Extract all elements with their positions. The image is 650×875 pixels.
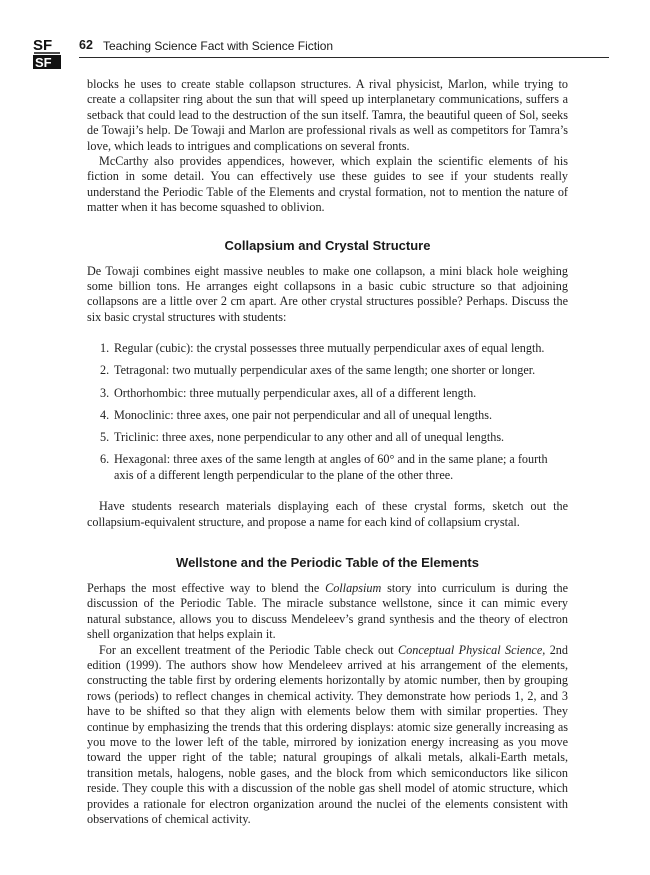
paragraph-wellstone-intro [87, 581, 568, 643]
list-text: Regular (cubic): the crystal possesses three mutually perpendicular axes of equal length. [114, 341, 545, 356]
crystal-structures-list [87, 341, 568, 483]
heading-collapsium-crystal-structure: Collapsium and Crystal Structure [224, 237, 431, 253]
paragraph-continued: blocks he uses to create stable collapson structures. A rival physicist, Marlon, while trying to create a collapsiter ring about the sun that will speed up interplanetary communications, suffers a setback that could lead to the destruction of the sun itself. Tamra, the beautiful queen of Sol, seeks de Towaji’s help. De Towaji and Marlon are professional rivals as well as competitors for Tamra’s love, which leads to intrigues and complications on several fronts. [87, 77, 568, 153]
text-run: 2nd edition (1999). The authors show how Mendeleev arrived at his arrangement of the elements, constructing the table first by ordering elements horizontally by atomic number, then by grouping rows (periods) to reflect changes in chemical activity. They demonstrate how periods 1, 2, and 3 have to be shifted so that they align with elements below them with similar properties. They continue by emphasizing the trends that this ordering displays: atomic size generally increasing as you move to the lower left of the table, mirrored by ionization energy increasing as you move toward the upper right of the table; natural groupings of alkali metals, alkali-Earth metals, transition metals, halogens, noble gases, and the block from which semiconductors like silicon reside. They couple this with a discussion of the noble gas shell model of atomic structure, which provides a rationale for electron organization around the nuclei of the elements consistent with observations of chemical activity. [87, 642, 568, 827]
paragraph-periodic-table-treatment [87, 643, 568, 828]
list-item [87, 363, 568, 378]
paragraph-appendices: McCarthy also provides appendices, however, which explain the scientific elements of his fiction in some detail. You can effectively use these guides to see if your students really understand the Periodic Table of the Elements and crystal formation, not to mention the nature of matter when it has become squashed to oblivion. [87, 154, 568, 215]
list-item [87, 408, 568, 423]
list-text: Tetragonal: two mutually perpendicular axes of the same length; one shorter or longer. [114, 363, 536, 378]
text-run: story into curriculum is during the discussion of the Periodic Table. The miracle substance wellstone, since it can mimic every natural substance, allows you to discuss Mendeleev’s grand synthesis and the theory of electron shell organization that helps explain it. [87, 580, 568, 642]
list-number: 2. [100, 363, 110, 378]
list-number: 4. [100, 407, 110, 422]
sf-sf-logo [32, 36, 62, 70]
heading-wellstone-periodic-table: Wellstone and the Periodic Table of the Elements [176, 554, 479, 570]
list-text: Monoclinic: three axes, one pair not perpendicular and all of unequal lengths. [114, 407, 493, 422]
svg-text:SF: SF [33, 37, 53, 54]
list-item [87, 386, 568, 401]
paragraph-collapsium-intro: De Towaji combines eight massive neubles to make one collapson, a mini black hole weighing some billion tons. He arranges eight collapsons in a basic cubic structure so that adjoining collapsons are a little over 2 cm apart. Are other crystal structures possible? Perhaps. Discuss the six basic crystal structures with students: [87, 263, 568, 324]
page-body [87, 77, 568, 827]
book-title-conceptual-physical-science: Conceptual Physical Science, [398, 642, 546, 657]
list-text: Hexagonal: three axes of the same length at angles of 60° and in the same plane; a fourth axis of a different length perpendicular to the plane of the other three. [114, 452, 548, 482]
running-head [79, 37, 609, 58]
page-number: 62 [79, 38, 93, 52]
text-run: Perhaps the most effective way to blend the [87, 580, 326, 595]
list-item [87, 452, 568, 483]
text-run: For an excellent treatment of the Periodic Table check out [99, 642, 399, 657]
list-number: 3. [100, 385, 110, 400]
list-number: 1. [100, 341, 110, 356]
list-item [87, 341, 568, 356]
paragraph-research-assignment: Have students research materials displaying each of these crystal forms, sketch out the collapsium-equivalent structure, and propose a name for each kind of collapsium crystal. [87, 499, 568, 529]
list-item [87, 430, 568, 445]
list-text: Orthorhombic: three mutually perpendicular axes, all of a different length. [114, 385, 477, 400]
list-number: 6. [100, 452, 110, 467]
running-title: Teaching Science Fact with Science Fiction [103, 39, 334, 53]
book-title-collapsium: Collapsium [325, 580, 382, 595]
svg-text:SF: SF [35, 55, 52, 70]
list-text: Triclinic: three axes, none perpendicular to any other and all of unequal lengths. [114, 430, 505, 445]
list-number: 5. [100, 430, 110, 445]
